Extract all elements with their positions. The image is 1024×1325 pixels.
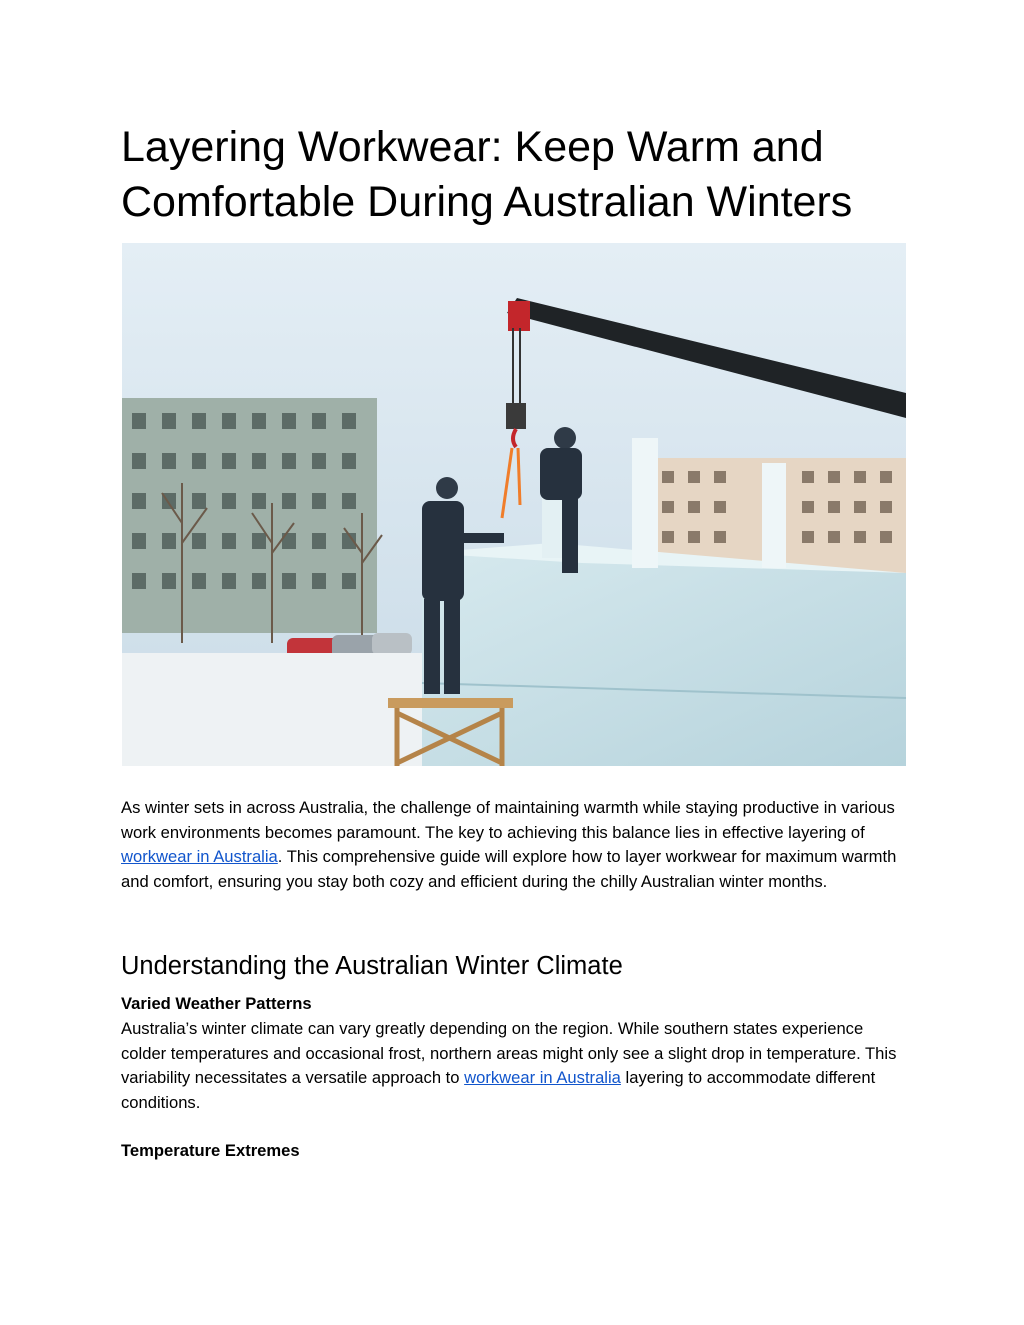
subheading-varied-weather: Varied Weather Patterns xyxy=(121,994,312,1013)
varied-weather-paragraph xyxy=(121,1017,911,1115)
varied-weather-text-start: Australia’s winter climate can vary greatly depending on the region. While southern states experience colder temperatures and occasional frost, northern areas might only see a slight drop in temperature. This variability necessitates a versatile approach to xyxy=(121,1019,897,1087)
intro-paragraph xyxy=(121,796,911,894)
intro-text-end: . This comprehensive guide will explore how to layer workwear for maximum warmth and comfort, ensuring you stay both cozy and efficient during the chilly Australian winter months. xyxy=(121,847,897,891)
page-title: Layering Workwear: Keep Warm and Comfortable During Australian Winters xyxy=(121,123,853,226)
workwear-link-2[interactable]: workwear in Australia xyxy=(464,1068,621,1087)
subheading-temperature-extremes: Temperature Extremes xyxy=(121,1141,300,1160)
section-heading: Understanding the Australian Winter Climate xyxy=(121,952,623,980)
varied-weather-text-end: layering to accommodate different conditions. xyxy=(121,1068,876,1112)
hero-image xyxy=(122,243,906,766)
workwear-link[interactable]: workwear in Australia xyxy=(121,847,278,866)
intro-text-start: As winter sets in across Australia, the challenge of maintaining warmth while staying productive in various work environments becomes paramount. The key to achieving this balance lies in effective layering of xyxy=(121,798,895,842)
